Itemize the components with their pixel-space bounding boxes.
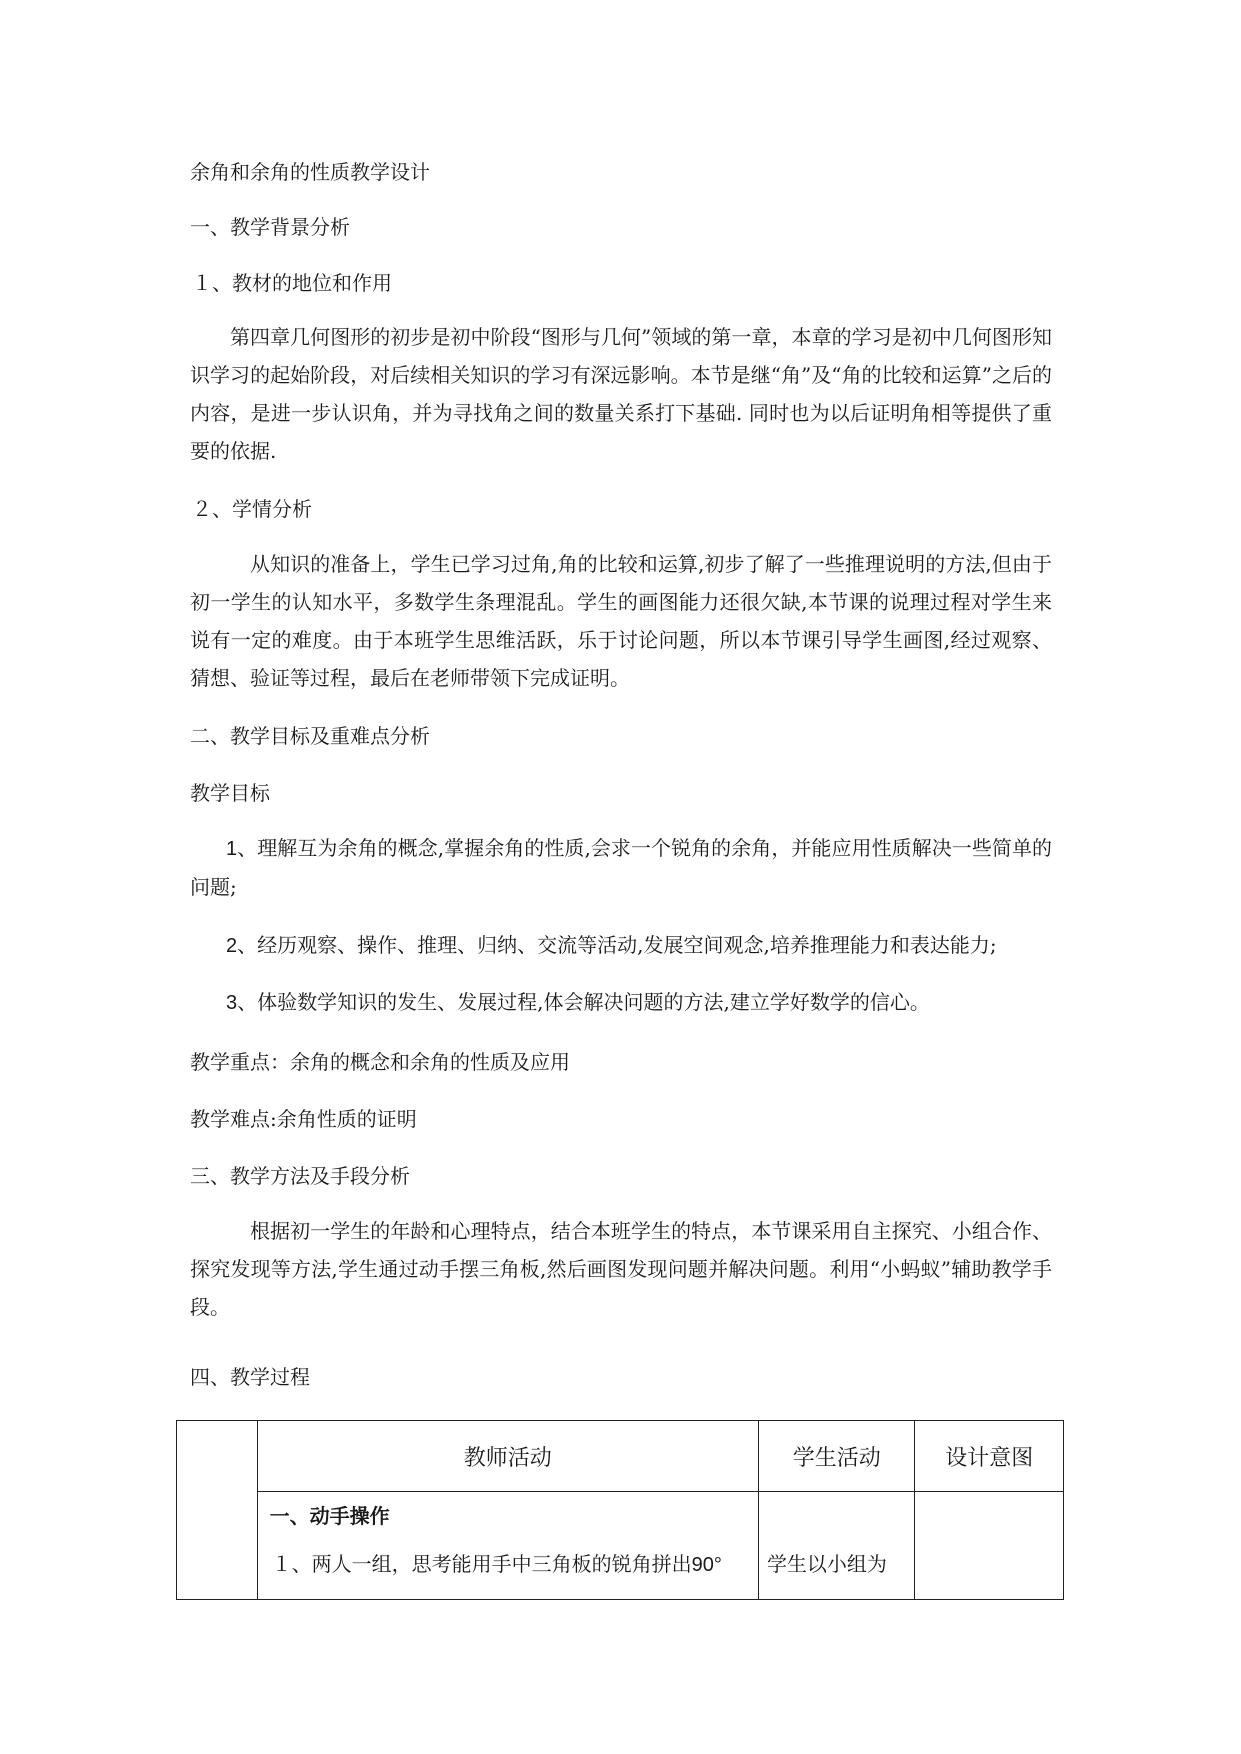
activity-section-title: 一、动手操作 (269, 1504, 390, 1528)
objective-2-text: 经历观察、操作、推理、归纳、交流等活动,发展空间观念,培养推理能力和表达能力; (257, 933, 997, 957)
header-design-intent: 设计意图 (915, 1421, 1064, 1492)
objective-2 (190, 926, 1052, 965)
document-title: 余角和余角的性质教学设计 (190, 160, 430, 184)
objective-3-text: 体验数学知识的发生、发展过程,体会解决问题的方法,建立学好数学的信心。 (257, 990, 930, 1014)
student-activity-text: 学生以小组为 (766, 1552, 887, 1576)
paragraph-textbook-role: 第四章几何图形的初步是初中阶段“图形与几何”领域的第一章，本章的学习是初中几何图形知识学习的起始阶段，对后续相关知识的学习有深远影响。本节是继“角”及“角的比较和运算”之后的内容，是进一步认识角，并为寻找角之间的数量关系打下基础. 同时也为以后证明角相等提供了重要的依据. (190, 325, 1052, 463)
header-teacher-activity: 教师活动 (257, 1421, 758, 1492)
table-header-row (177, 1421, 1064, 1492)
teaching-process-table (176, 1420, 1064, 1600)
activity-step-1-degree: 90° (691, 1554, 722, 1576)
subheading-textbook-role: １、教材的地位和作用 (192, 271, 392, 295)
activity-step-1-text: １、两人一组，思考能用手中三角板的锐角拼出 (271, 1552, 692, 1576)
design-intent-cell (915, 1492, 1064, 1600)
key-point: 教学重点：余角的概念和余角的性质及应用 (190, 1050, 570, 1074)
difficulty-point: 教学难点:余角性质的证明 (190, 1107, 417, 1131)
header-student-activity: 学生活动 (758, 1421, 915, 1492)
section-heading-objectives: 二、教学目标及重难点分析 (190, 724, 430, 748)
section-heading-background: 一、教学背景分析 (190, 215, 350, 239)
objective-3-number: 3、 (226, 992, 258, 1014)
teacher-activity-cell (257, 1492, 758, 1600)
objective-1 (190, 829, 1052, 906)
section-heading-process: 四、教学过程 (190, 1365, 310, 1389)
section-heading-methods: 三、教学方法及手段分析 (190, 1164, 410, 1188)
table-empty-stage-cell (177, 1421, 258, 1600)
objective-3 (190, 983, 1052, 1022)
objective-2-number: 2、 (226, 935, 258, 957)
subheading-student-analysis: ２、学情分析 (192, 497, 312, 521)
objective-1-number: 1、 (226, 838, 258, 860)
table-row (177, 1492, 1064, 1600)
objective-1-text: 理解互为余角的概念,掌握余角的性质,会求一个锐角的余角，并能应用性质解决一些简单的问题; (190, 836, 1053, 899)
paragraph-methods: 根据初一学生的年龄和心理特点，结合本班学生的特点，本节课采用自主探究、小组合作、探究发现等方法,学生通过动手摆三角板,然后画图发现问题并解决问题。利用“小蚂蚁”辅助教学手段。 (190, 1219, 1052, 1319)
paragraph-student-analysis: 从知识的准备上，学生已学习过角,角的比较和运算,初步了解了一些推理说明的方法,但由于初一学生的认知水平，多数学生条理混乱。学生的画图能力还很欠缺,本节课的说理过程对学生来说有一定的难度。由于本班学生思维活跃，乐于讨论问题，所以本节课引导学生画图,经过观察、猜想、验证等过程，最后在老师带领下完成证明。 (190, 552, 1052, 690)
objectives-title: 教学目标 (190, 781, 270, 805)
activity-step-1 (270, 1536, 746, 1593)
student-activity-cell (758, 1492, 915, 1600)
